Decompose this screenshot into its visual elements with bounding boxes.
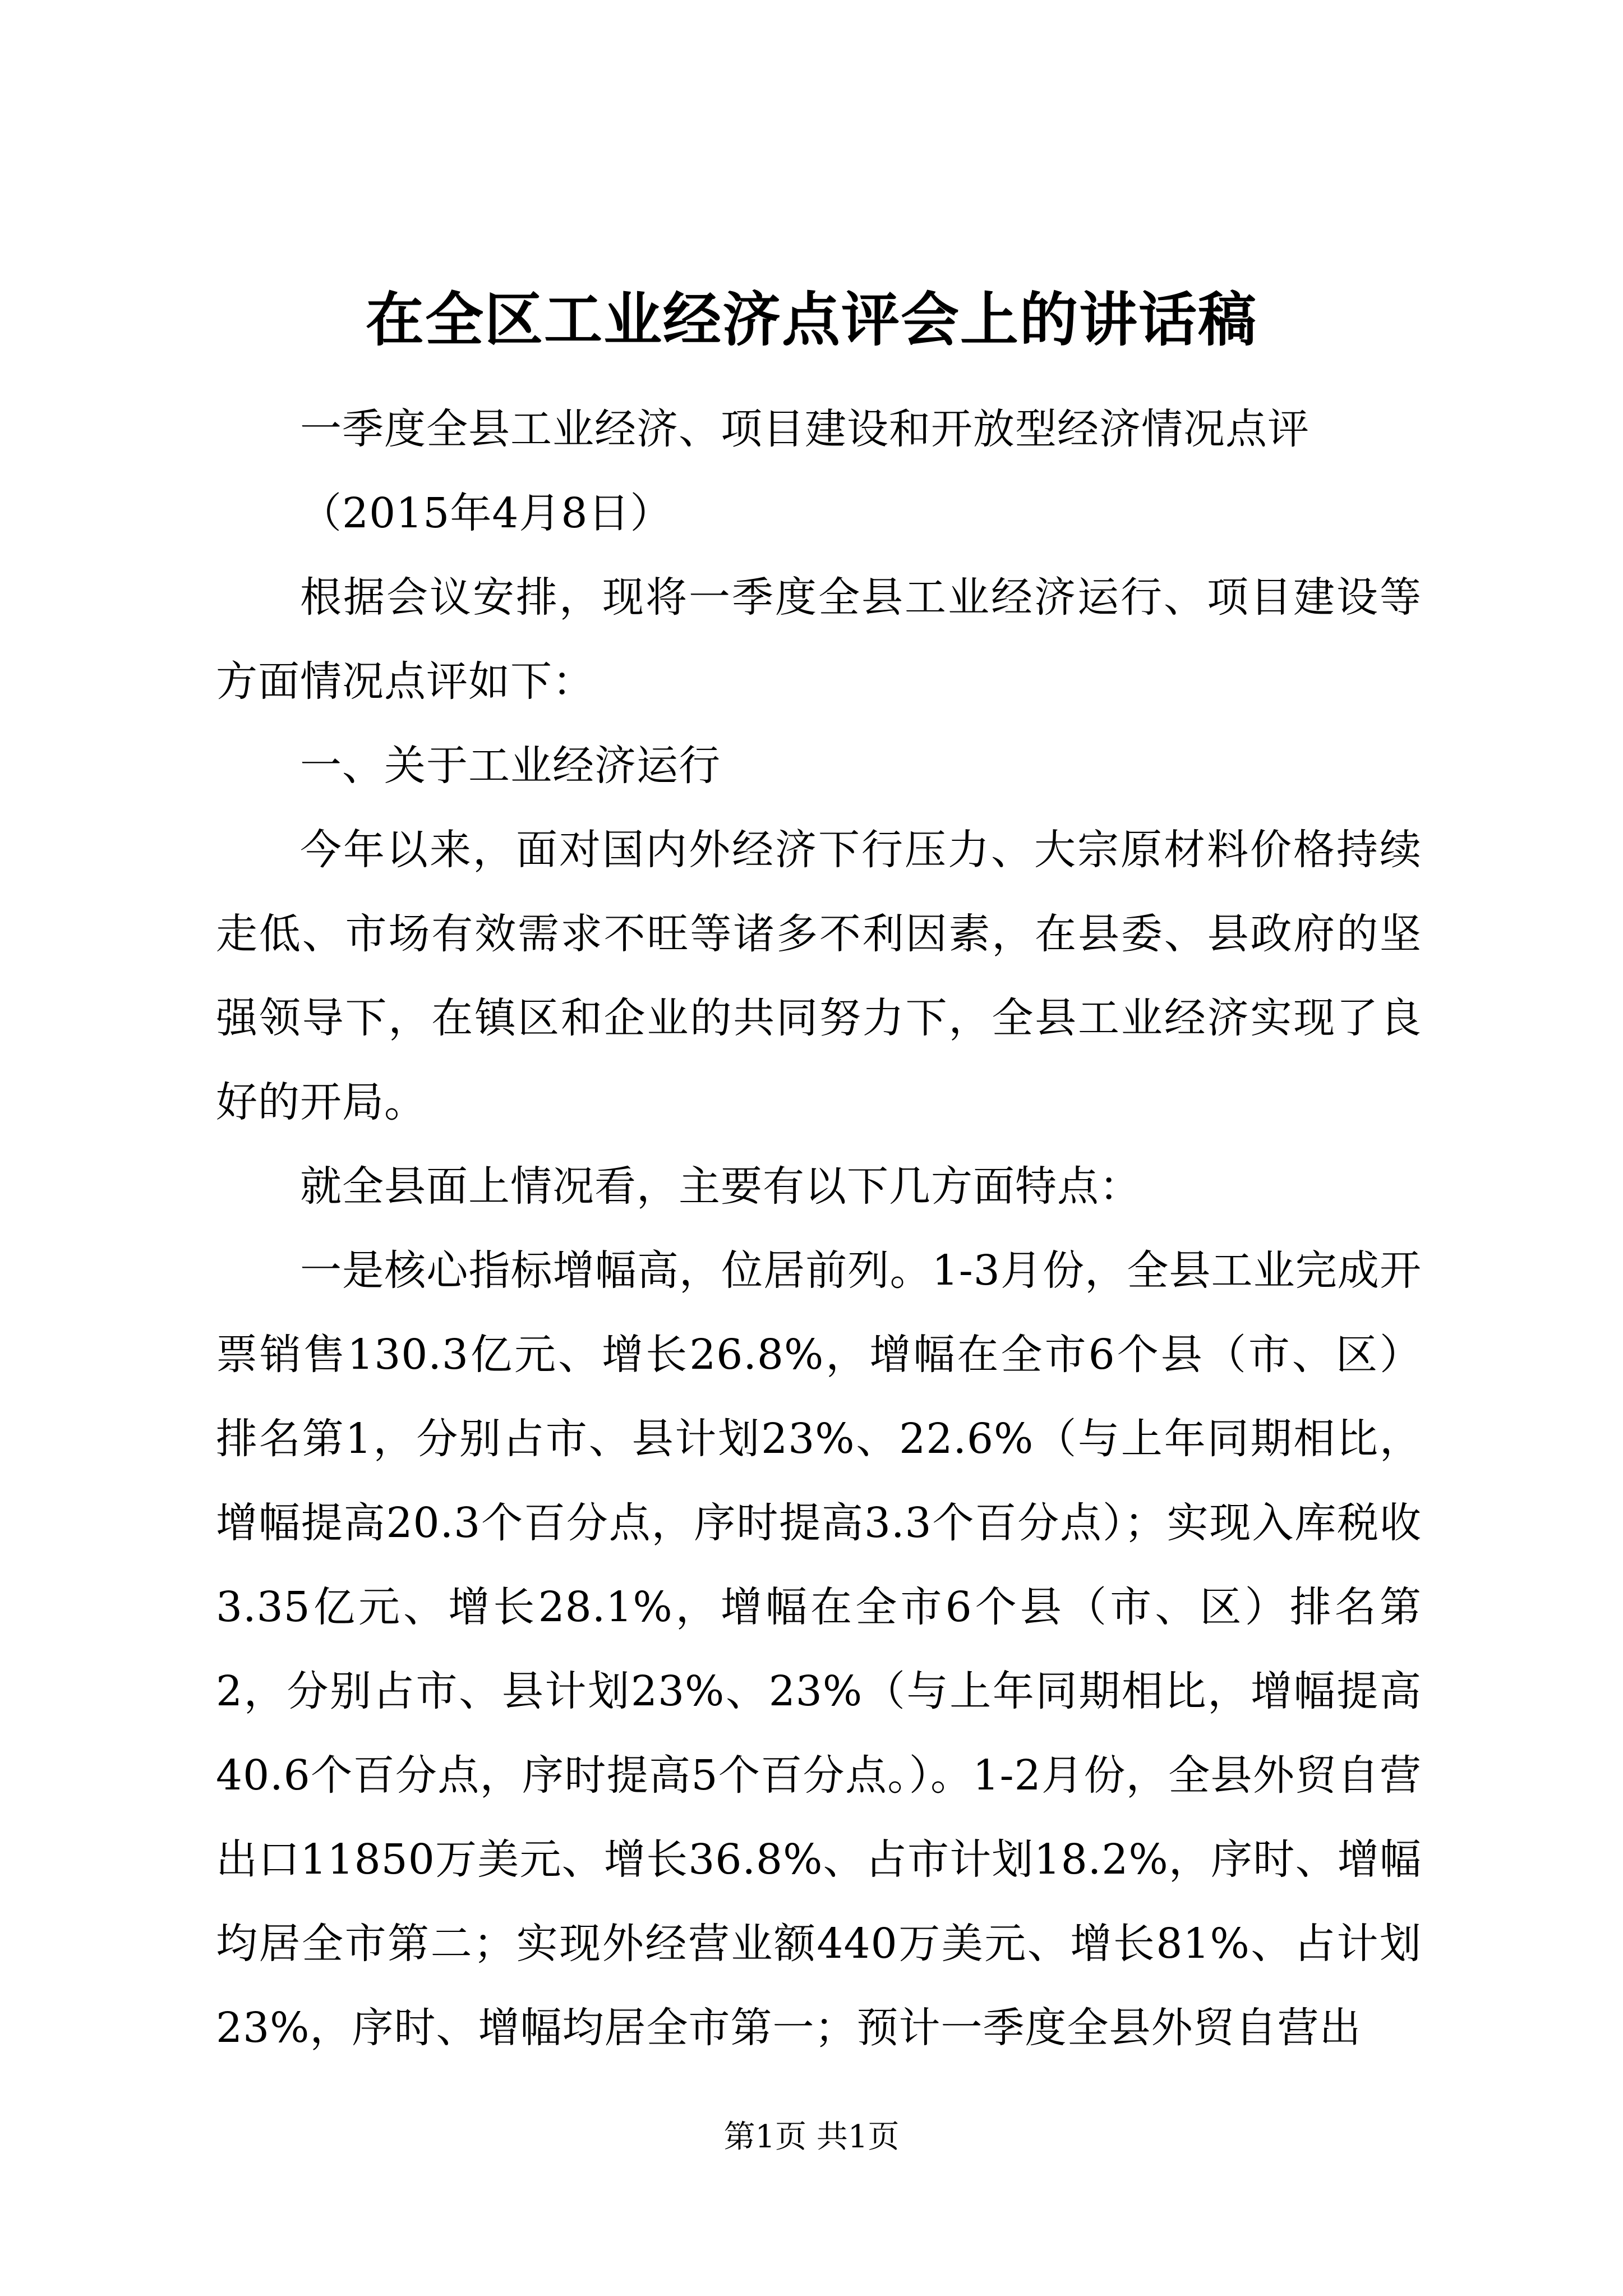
document-title: 在全区工业经济点评会上的讲话稿 — [365, 286, 1257, 354]
section-heading: 一、关于工业经济运行 — [300, 742, 721, 790]
document-body — [216, 387, 1422, 2070]
paragraph-point-one: 一是核心指标增幅高，位居前列。1-3月份，全县工业完成开票销售130.3亿元、增长26.8%，增幅在全市6个县（市、区）排名第1，分别占市、县计划23%、22.6%（与上年同期相比，增幅提高20.3个百分点，序时提高3.3个百分点）；实现入库税收3.35亿元、增长28.1%，增幅在全市6个县（市、区）排名第2，分别占市、县计划23%、23%（与上年同期相比，增幅提高40.6个百分点，序时提高5个百分点。）。1-2月份，全县外贸自营出口11850万美元、增长36.8%、占市计划18.2%，序时、增幅均居全市第二；实现外经营业额440万美元、增长81%、占计划23%，序时、增幅均居全市第一；预计一季度全县外贸自营出 — [216, 1246, 1422, 2052]
document-date: （2015年4月8日） — [300, 489, 672, 537]
document-subtitle: 一季度全县工业经济、项目建设和开放型经济情况点评 — [300, 405, 1310, 453]
paragraph-intro: 根据会议安排，现将一季度全县工业经济运行、项目建设等方面情况点评如下： — [216, 573, 1422, 706]
paragraph-overview: 今年以来，面对国内外经济下行压力、大宗原材料价格持续走低、市场有效需求不旺等诸多不利因素，在县委、县政府的坚强领导下，在镇区和企业的共同努力下，全县工业经济实现了良好的开局。 — [216, 826, 1422, 1126]
page-footer: 第1页 共1页 — [723, 2119, 900, 2155]
paragraph-features-intro: 就全县面上情况看，主要有以下几方面特点： — [300, 1162, 1141, 1211]
